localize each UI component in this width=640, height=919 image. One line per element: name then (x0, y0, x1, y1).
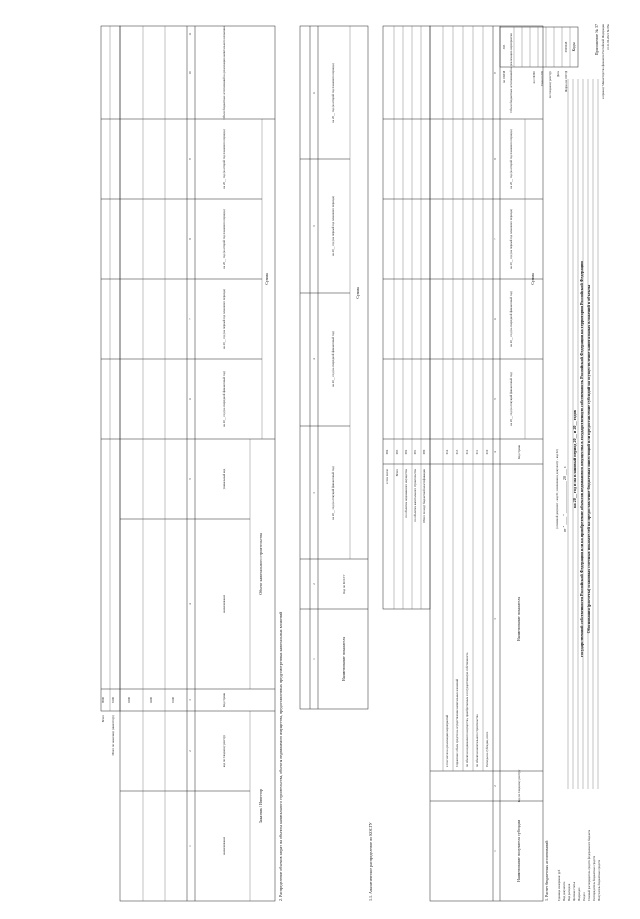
s1-col-header: на 20__ год (на первый год планового периода) (509, 208, 513, 270)
section2-totals (101, 26, 120, 755)
section2-title: 2. Распределение объемов затрат на объекты капитального строительства, объекты недвижимого имущества, предоставленных предусмотренных капитальных вложений (278, 611, 283, 901)
s2-col-number: 1 (188, 845, 192, 847)
section1-totals (383, 26, 430, 609)
annex-line-1: Приложение № 37 (594, 24, 599, 56)
meta-label: Раздел (582, 892, 586, 901)
codes-okei-code: 383 (502, 44, 506, 50)
s2-total-name: Итого по заказчику (инвестору) (111, 715, 115, 756)
title-line-1: Обоснования (расчеты) плановых сметных показателей на предоставление бюджетных инвестиций или предоставление субсидий на осуществление капитальных вложений в объекты (586, 284, 591, 634)
s1-col-number: 4 (493, 451, 497, 453)
s1-col-header: на 20__ год (на текущий финансовый год) (509, 372, 513, 426)
section11-title: 1.1. Аналитическое распределение по КОСГУ (368, 822, 373, 901)
s11-col-number: 5 (312, 225, 316, 227)
section2-table (120, 26, 275, 901)
s1-total-code: 093 (395, 449, 399, 455)
s1-row-name: Расходы на субсидии, всего (485, 731, 489, 767)
doc-type-hint: (основной документ - код 01; изменения к документу - код 02) (555, 449, 559, 529)
s1-total-name: Всего (395, 469, 399, 477)
s1-col-header: Наименование получателя субсидии (516, 820, 521, 882)
s1-col-header: Код по Сводному реестру (517, 769, 521, 803)
s2-row-code: 0200 (149, 697, 153, 703)
s2-col-header: код по Сводному реестру (222, 734, 226, 768)
s1-row-code: 014 (445, 449, 449, 455)
s2-col-number: 9 (188, 158, 192, 160)
s1-col-header: Объем бюджетных ассигнований на реализацию мероприятия (509, 33, 513, 113)
s2-col-number: 8 (188, 238, 192, 240)
s1-row-code: 010 (485, 449, 489, 455)
s1-total-name: в том числе (385, 469, 389, 484)
s1-col-header: Наименование показателя (516, 596, 521, 642)
s2-col-header: наименование (222, 836, 226, 856)
s1-row-code: 011 (475, 449, 479, 455)
s2-col-number: 2 (188, 750, 192, 752)
s1-col-header: на 20__ год (на второй год планового периода) (509, 129, 513, 189)
codes-okpo-label: по ОКПО (532, 71, 536, 84)
s2-row-code: 0300 (127, 697, 131, 703)
s2-col-header: на 20__ год (на очередной финансовый год) (222, 371, 226, 427)
s1-col-number: 8 (493, 158, 497, 160)
s11-col-header: на 20__ год (на текущий финансовый год) (331, 466, 335, 520)
s11-col-number: 2 (312, 583, 316, 585)
s1-col-number: 2 (493, 785, 497, 787)
meta-label: Распорядитель бюджетных средств (592, 855, 596, 901)
codes-reestr-label: по Сводному реестру (548, 71, 552, 99)
s11-col-number: 3 (312, 492, 316, 494)
s1-col-number: 9 (493, 72, 497, 74)
s1-total-code: 094 (385, 449, 389, 455)
s1-col-header: Код строки (517, 444, 521, 460)
s2-sum-header: Сумма (264, 273, 269, 285)
s1-sum-header: Сумма (530, 273, 535, 285)
meta-label: Вид расходов (567, 883, 571, 901)
codes-form-label: Форма по ОКУД (564, 71, 568, 93)
s2-col-number: 6 (188, 398, 192, 400)
s1-col-number: 1 (493, 850, 497, 852)
s1-col-header: на 20__ год (на очередной финансовый год) (509, 291, 513, 347)
s2-col-number: 3 (188, 699, 192, 701)
s2-col-number: 4 (188, 603, 192, 605)
s2-col-header: Заказчик / Инвестор (258, 788, 263, 824)
s1-row-name: в том числе на реализацию мероприятий (445, 714, 449, 767)
meta-label: Вид документа (562, 881, 566, 901)
s2-col-header: на 20__ год (на второй год планового периода) (222, 209, 226, 269)
s11-sum-header: Сумма (355, 287, 360, 299)
s1-col-number: 5 (493, 398, 497, 400)
s1-row-name: по объектам недвижимого имущества, приобретаемым в государственную собственность (465, 652, 469, 767)
section11-table (300, 26, 368, 709)
s1-total-code: 091 (413, 449, 417, 455)
s2-col-header: на 20__ год (на первый год планового периода) (222, 288, 226, 350)
s2-total-name: Всего (101, 715, 105, 723)
section1-title: 1. Расчет бюджетных ассигнований (544, 840, 549, 901)
s2-col-header: уникальный код (222, 468, 226, 490)
s2-col-number: 5 (188, 478, 192, 480)
s2-col-header: наименование (222, 594, 226, 614)
s2-col-header: на 20__ год (на второй год планового периода) (222, 129, 226, 189)
codes-header: Коды (571, 42, 576, 52)
s1-col-number: 3 (493, 618, 497, 620)
codes-date-label: Дата (556, 71, 560, 77)
s11-col-header: на 20__ год (на очередной финансовый год) (331, 331, 335, 387)
s1-row-name: Справочно: объем средств на осуществление капитальных вложений (455, 678, 459, 767)
s1-row-name: по объектам капитального строительства (475, 714, 479, 767)
meta-label: Единица измерения: руб (557, 869, 561, 901)
annex-line-2: к приказу Министерства финансов Российской Федерации (601, 24, 605, 99)
s11-col-number: 6 (312, 92, 316, 94)
s1-row-code: 012 (465, 449, 469, 455)
s1-total-code: 092 (404, 449, 408, 455)
s2-col-number: 7 (188, 318, 192, 320)
s1-col-number: 7 (493, 238, 497, 240)
s1-total-code: 090 (422, 449, 426, 455)
s2-col-header: Код строки (222, 692, 226, 708)
s1-total-name: по объектам капитального строительства (413, 469, 417, 522)
s2-col-number: 11 (188, 32, 192, 36)
s1-total-name: по объектам недвижимого имущества (404, 469, 408, 518)
s11-col-header: Код по КОСГУ (342, 574, 346, 594)
meta-label: Главный распорядитель средств федерального бюджета (587, 829, 591, 901)
s11-col-header: на 20__ год (на первый год планового периода) (331, 195, 335, 257)
title-line-3: на 20__ год и на плановый период 20__ и 20__ годов (572, 410, 577, 508)
codes-glava-label: Глава по БК (540, 71, 544, 87)
meta-label: Подраздел (577, 887, 581, 901)
s2-total-code: 9000 (101, 697, 105, 703)
s2-col-header: Объект капитального строительства (258, 533, 263, 595)
s2-col-header: Объем бюджетных ассигнований на реализацию капитального вложения (222, 26, 226, 120)
s11-col-header: Наименование показателя (341, 636, 346, 682)
s2-total-code: 8100 (111, 697, 115, 703)
annex-line-3: от 21.06.2021 № 85н (606, 24, 610, 50)
date-line: от " ____ " ________________ 20 ___ г. (562, 465, 567, 533)
s1-col-number: 6 (493, 318, 497, 320)
s2-col-number: 10 (188, 71, 192, 75)
s11-col-header: на 20__ год (на второй год планового периода) (331, 63, 335, 123)
title-line-2: государственной собственности Российской Федерации или на приобретение объектов недвижимого имущества в государственную собственность Российской Федерации на территории Российской Федерации (579, 261, 584, 657)
meta-label: Целевая статья (572, 881, 576, 901)
s1-total-name: Итого по коду бюджетной классификации (422, 469, 426, 523)
s11-col-number: 4 (312, 358, 316, 360)
s11-col-number: 1 (312, 658, 316, 660)
s2-row-code: 0100 (171, 697, 175, 703)
section1-table (430, 26, 543, 901)
codes-okei-label: по ОКЕИ (502, 71, 506, 84)
meta-label: Получатель бюджетных средств (597, 859, 601, 901)
codes-okud: 0505048 (564, 41, 568, 53)
s1-row-code: 013 (455, 449, 459, 455)
